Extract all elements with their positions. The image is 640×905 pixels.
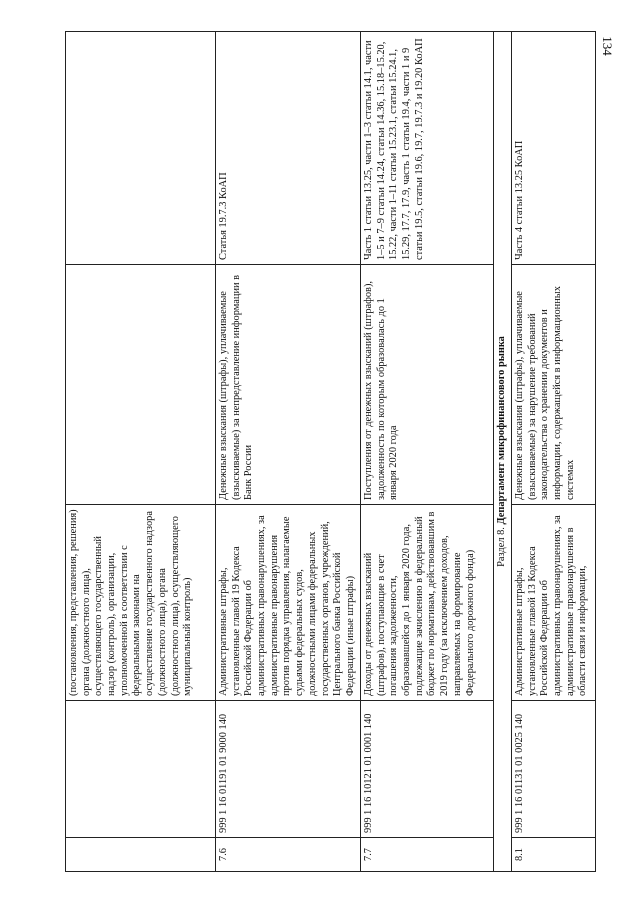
row-articles bbox=[66, 32, 216, 265]
row-number: 7.7 bbox=[361, 838, 494, 872]
classification-table bbox=[65, 31, 596, 872]
row-code bbox=[66, 701, 216, 838]
row-code: 999 1 16 10121 01 0001 140 bbox=[361, 701, 494, 838]
row-description bbox=[66, 265, 216, 505]
table-row bbox=[66, 32, 216, 872]
row-description: Денежные взыскания (штрафы), уплачиваемые (взыскиваемые) за непредставление информации в Банк России bbox=[216, 265, 361, 505]
row-number bbox=[66, 838, 216, 872]
row-name: Административные штрафы, установленные главой 19 Кодекса Российской Федерации об административных правонарушениях, за административные правонарушения против порядка управления, налагаемые судьями федеральных судов, должностными лицами федеральных государственных органов, учреждений, Центрального банка Российской Федерации (иные штрафы) bbox=[216, 505, 361, 701]
row-articles: Часть 4 статьи 13.25 КоАП bbox=[512, 32, 596, 265]
page-number: 134 bbox=[600, 36, 615, 56]
row-name: Административные штрафы, установленные главой 13 Кодекса Российской Федерации об административных правонарушениях, за административные правонарушения в области связи и информации, bbox=[512, 505, 596, 701]
row-description: Поступления от денежных взысканий (штрафов), задолженность по которым образовалась до 1 января 2020 года bbox=[361, 265, 494, 505]
table-row bbox=[361, 32, 494, 872]
row-articles: Статья 19.7.3 КоАП bbox=[216, 32, 361, 265]
table-row bbox=[216, 32, 361, 872]
row-code: 999 1 16 01191 01 9000 140 bbox=[216, 701, 361, 838]
row-name: Доходы от денежных взысканий (штрафов), поступающие в счет погашения задолженности, образовавшейся до 1 января 2020 года, подлежащие зачислению в федеральный бюджет по нормативам, действовавшим в 2019 году (за исключением доходов, направляемых на формирование Федерального дорожного фонда) bbox=[361, 505, 494, 701]
row-description: Денежные взыскания (штрафы), уплачиваемые (взыскиваемые) за нарушение требований законодательства о хранении документов и информации, содержащейся в информационных системах bbox=[512, 265, 596, 505]
rotated-table-container bbox=[65, 32, 595, 872]
row-code: 999 1 16 01131 01 0025 140 bbox=[512, 701, 596, 838]
section-title: Департамент микрофинансового рынка bbox=[496, 336, 507, 525]
section-heading bbox=[494, 32, 512, 872]
section-row bbox=[494, 32, 512, 872]
row-name: (постановления, представления, решения) органа (должностного лица), осуществляющего государственный надзор (контроль), организации, уполномоченной в соответствии с федеральными законами на осуществление государственного надзора (должностного лица), органа (должностного лица), осуществляющего муниципальный контроль) bbox=[66, 505, 216, 701]
row-number: 7.6 bbox=[216, 838, 361, 872]
row-articles: Часть 1 статьи 13.25, части 1–3 статьи 14.1, части 1–5 и 7–9 статьи 14.24, статьи 14.36, 15.18–15.20, 15.22, части 1–11 статьи 15.23.1, статьи 15.24.1, 15.29, 17.7, 17.9, часть 1 статьи 19.4, части 1 и 9 статьи 19.5, статьи 19.6, 19.7, 19.7.3 и 19.20 КоАП bbox=[361, 32, 494, 265]
row-number: 8.1 bbox=[512, 838, 596, 872]
section-prefix: Раздел 8. bbox=[496, 527, 507, 567]
table-row bbox=[512, 32, 596, 872]
